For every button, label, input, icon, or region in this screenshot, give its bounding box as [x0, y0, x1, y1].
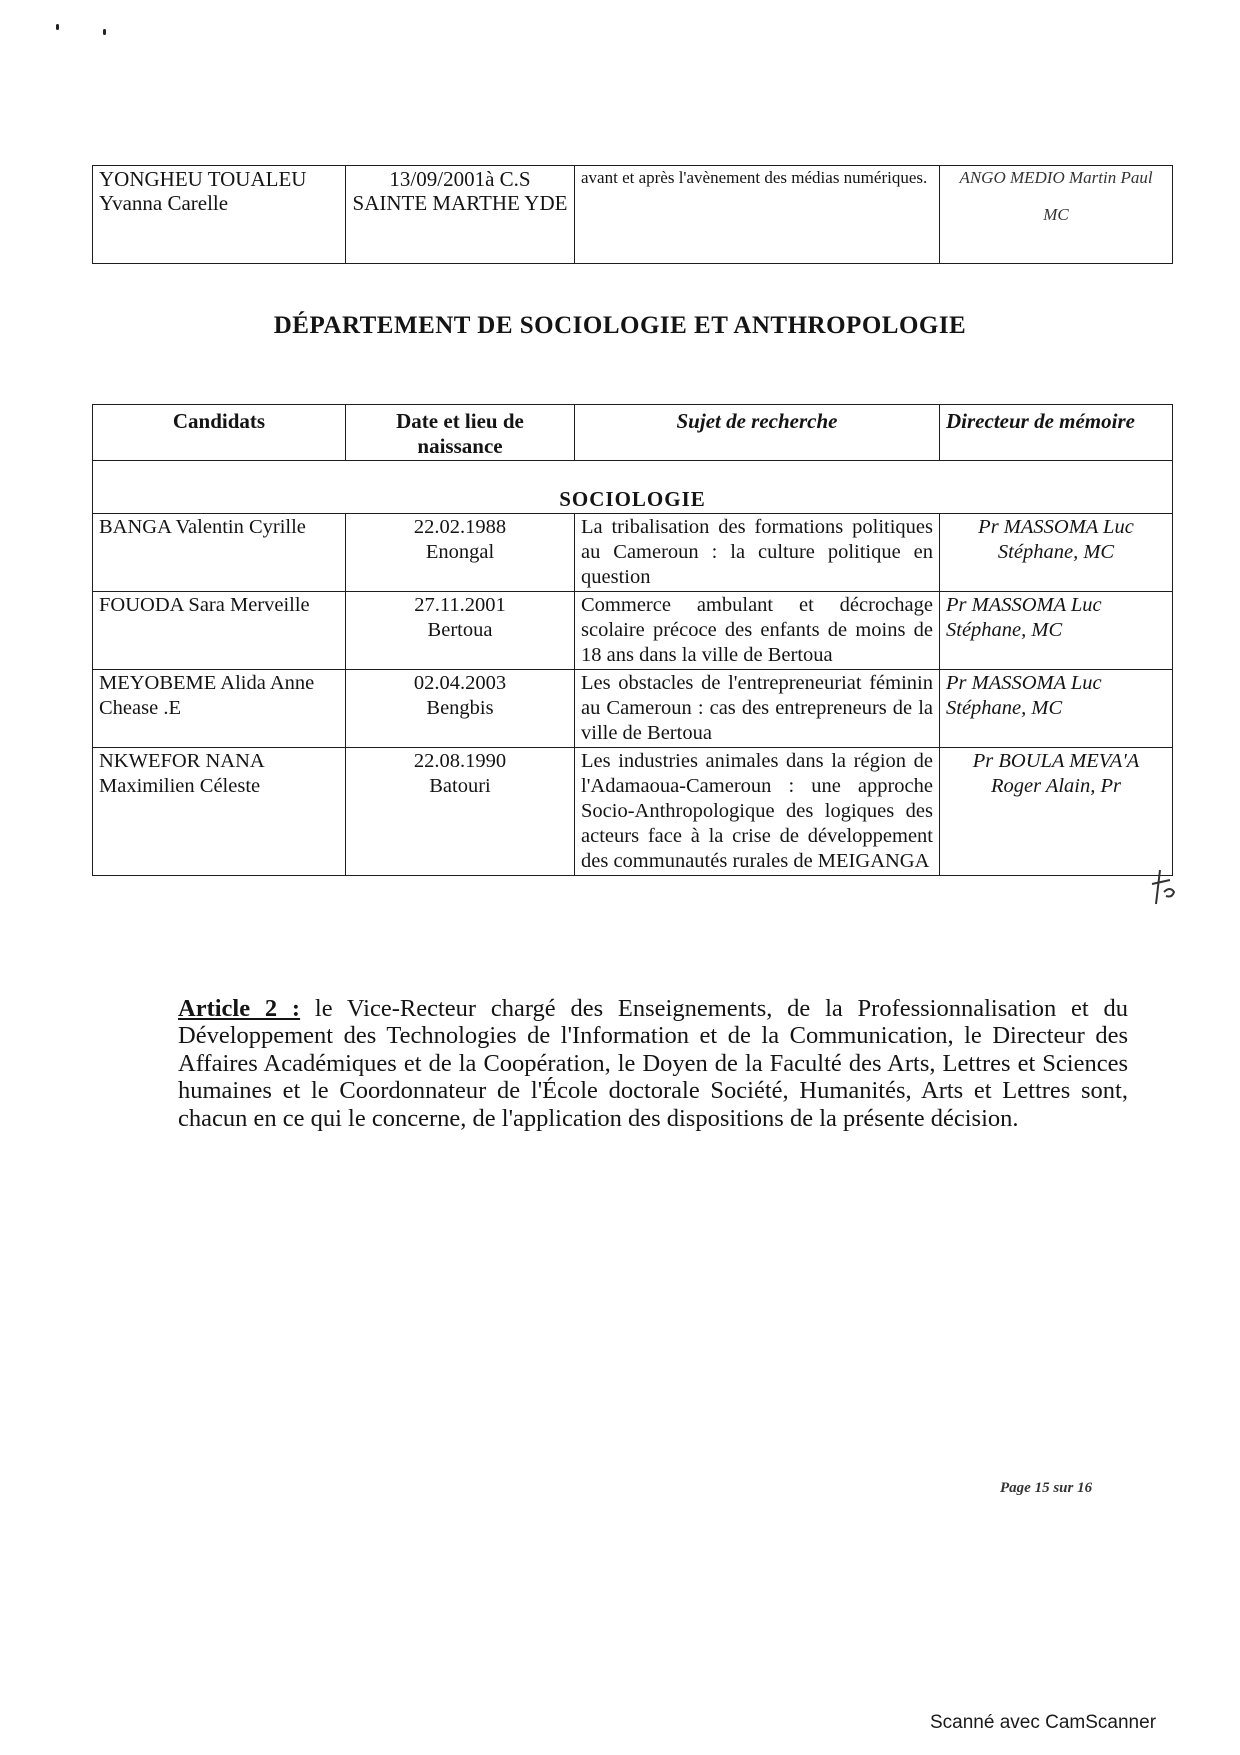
subject-cell: Les industries animales dans la région de l'Adamaoua-Cameroun : une approche Socio-Anthropologique des logiques des acteurs face à la crise de développement des communautés rurales de MEIGANGA	[575, 748, 940, 876]
section-row	[93, 461, 1173, 514]
subject-cell: Les obstacles de l'entrepreneuriat féminin au Cameroun : cas des entrepreneurs de la ville de Bertoua	[575, 670, 940, 748]
director-cell: Pr MASSOMA Luc Stéphane, MC	[940, 670, 1173, 748]
table-row	[93, 592, 1173, 670]
subject-cell: avant et après l'avènement des médias numériques.	[575, 166, 940, 264]
director-name: ANGO MEDIO Martin Paul	[959, 168, 1153, 187]
birth-place: Enongal	[425, 541, 495, 563]
birth-cell	[346, 748, 575, 876]
birth-cell	[346, 514, 575, 592]
director-cell: Pr BOULA MEVA'A Roger Alain, Pr	[940, 748, 1173, 876]
candidates-table	[92, 404, 1173, 876]
page-number: Page 15 sur 16	[1000, 1480, 1093, 1496]
birth-place: Bengbis	[426, 697, 494, 719]
table-header-row	[93, 405, 1173, 461]
scan-speck	[103, 29, 106, 35]
birth-cell: 13/09/2001à C.S SAINTE MARTHE YDE	[346, 166, 575, 264]
table-row	[93, 670, 1173, 748]
header-candidates: Candidats	[93, 405, 346, 461]
header-director: Directeur de mémoire	[940, 405, 1173, 461]
director-grade: MC	[1043, 205, 1069, 224]
initials-signature-icon	[1148, 862, 1178, 907]
candidate-cell: MEYOBEME Alida Anne Chease .E	[93, 670, 346, 748]
table-row	[93, 748, 1173, 876]
candidate-cell: FOUODA Sara Merveille	[93, 592, 346, 670]
birth-place: Bertoua	[427, 619, 493, 641]
section-label: SOCIOLOGIE	[93, 461, 1173, 514]
candidate-cell: BANGA Valentin Cyrille	[93, 514, 346, 592]
scan-speck	[56, 24, 59, 30]
article-2-paragraph	[178, 995, 1128, 1133]
table-row	[93, 514, 1173, 592]
director-cell: Pr MASSOMA Luc Stéphane, MC	[940, 592, 1173, 670]
birth-date: 27.11.2001	[414, 594, 506, 616]
director-cell: Pr MASSOMA Luc Stéphane, MC	[940, 514, 1173, 592]
director-cell	[940, 166, 1173, 264]
table-row	[93, 166, 1173, 264]
subject-cell: La tribalisation des formations politiques au Cameroun : la culture politique en question	[575, 514, 940, 592]
candidate-cell: NKWEFOR NANA Maximilien Céleste	[93, 748, 346, 876]
birth-date: 02.04.2003	[413, 672, 507, 694]
header-birth: Date et lieu de naissance	[346, 405, 575, 461]
department-title: DÉPARTEMENT DE SOCIOLOGIE ET ANTHROPOLOGIE	[273, 312, 967, 339]
birth-cell	[346, 670, 575, 748]
subject-cell: Commerce ambulant et décrochage scolaire précoce des enfants de moins de 18 ans dans la ville de Bertoua	[575, 592, 940, 670]
candidate-cell: YONGHEU TOUALEU Yvanna Carelle	[93, 166, 346, 264]
article-text: le Vice-Recteur chargé des Enseignements, de la Professionnalisation et du Développement des Technologies de l'Information et de la Communication, le Directeur des Affaires Académiques et de la Coopération, le Doyen de la Faculté des Arts, Lettres et Sciences humaines et le Coordonnateur de l'École doctorale Société, Humanités, Arts et Lettres sont, chacun en ce qui le concerne, de l'application des dispositions de la présente décision.	[178, 994, 1129, 1132]
birth-date: 22.08.1990	[413, 750, 507, 772]
continuation-table	[92, 165, 1173, 264]
birth-place: Batouri	[429, 775, 491, 797]
article-label: Article 2 :	[178, 994, 301, 1022]
birth-date: 22.02.1988	[413, 516, 507, 538]
birth-cell	[346, 592, 575, 670]
camscanner-watermark: Scanné avec CamScanner	[930, 1712, 1157, 1733]
header-subject: Sujet de recherche	[575, 405, 940, 461]
